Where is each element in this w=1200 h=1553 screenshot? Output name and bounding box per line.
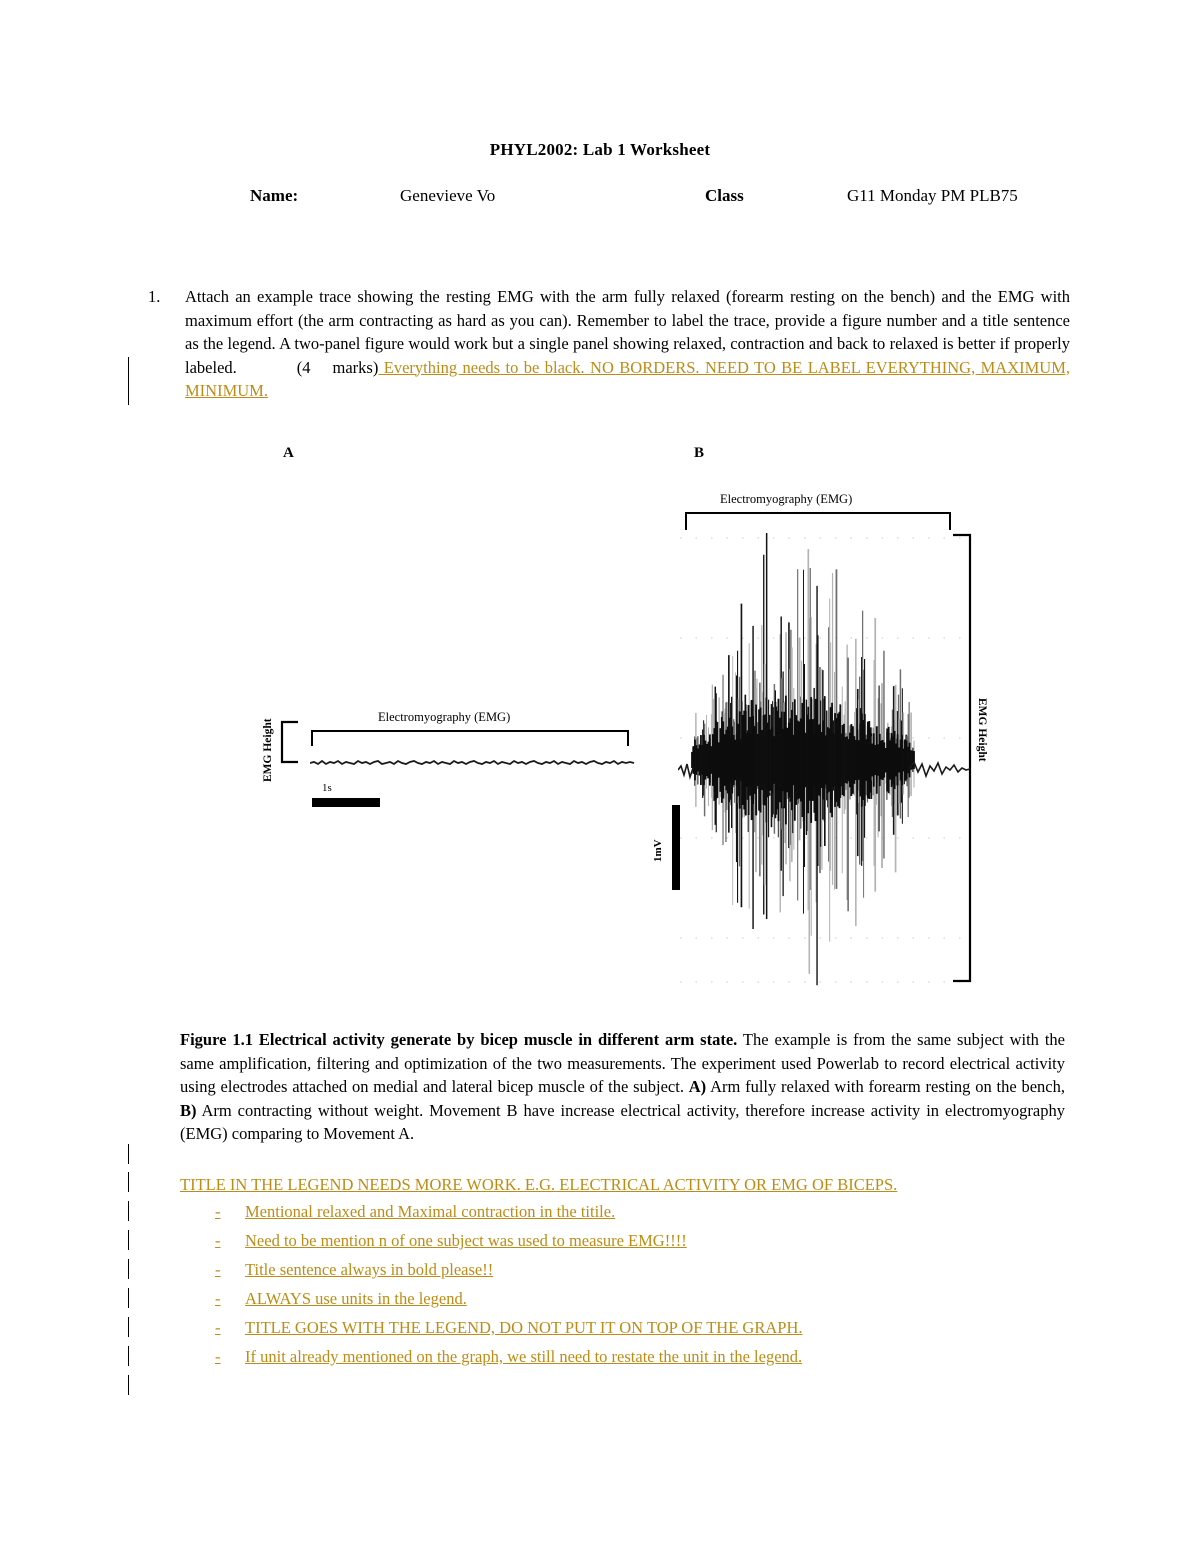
marks-label: marks) <box>332 357 379 377</box>
panel-b-letter: B <box>694 445 705 461</box>
question-prompt: Attach an example trace showing the resting EMG with the arm fully relaxed (forearm resting on the bench) and the EMG with maximum effort (the arm contracting as hard as you can). Remember to label the trace, provide a figure number and a title sentence as the legend. A two-panel figure would work but a single panel showing relaxed, contraction and back to relaxed is better if properly labeled. <box>185 287 1070 377</box>
marks-value: (4 <box>296 357 311 377</box>
feedback-item-text: ALWAYS use units in the legend. <box>245 1289 467 1308</box>
feedback-item-text: Mentional relaxed and Maximal contraction in the titile. <box>245 1202 616 1221</box>
change-bar <box>128 1144 129 1164</box>
inline-teacher-comment: Everything needs to be black. NO BORDERS. NEED TO BE LABEL EVERYTHING, MAXIMUM, MINIMUM. <box>185 357 1070 400</box>
panel-a-scale-bar <box>312 798 380 807</box>
feedback-heading <box>180 1173 1070 1196</box>
list-item <box>180 1229 1070 1258</box>
panel-b-y-axis-label: EMG Height <box>976 698 988 762</box>
list-item <box>180 1258 1070 1287</box>
figure-caption <box>180 1028 1065 1146</box>
panel-b-bracket-label: Electromyography (EMG) <box>720 492 853 506</box>
panel-a-scale-label: 1s <box>322 782 332 794</box>
change-bar <box>128 1201 129 1221</box>
change-bar <box>128 357 129 405</box>
caption-label-b: B) <box>180 1100 197 1120</box>
list-item <box>180 1345 1070 1374</box>
panel-a-bracket-label: Electromyography (EMG) <box>378 710 511 724</box>
feedback-item-text: Title sentence always in bold please!! <box>245 1260 494 1279</box>
page-title: PHYL2002: Lab 1 Worksheet <box>489 140 711 159</box>
caption-label-a: A) <box>688 1077 707 1096</box>
change-bar <box>128 1288 129 1308</box>
panel-a-y-axis-label: EMG Height <box>262 718 274 782</box>
question-1-block <box>148 285 1070 403</box>
bullet-marker: - <box>215 1318 221 1337</box>
caption-body-1: The example is from the same subject with the same amplification, filtering and optimization of the two measurements. The experiment used Powerlab to record electrical activity using electrodes attached on medial and lateral bicep muscle of the subject. <box>180 1030 1065 1096</box>
change-bar <box>128 1317 129 1337</box>
change-bar <box>128 1346 129 1366</box>
bullet-marker: - <box>215 1289 221 1308</box>
bullet-marker: - <box>215 1260 221 1279</box>
caption-body-2: Arm fully relaxed with forearm resting on the bench, <box>706 1077 1065 1096</box>
bullet-marker: - <box>215 1347 221 1366</box>
feedback-item-text: TITLE GOES WITH THE LEGEND, DO NOT PUT IT ON TOP OF THE GRAPH. <box>245 1318 803 1337</box>
bullet-marker: - <box>215 1202 221 1221</box>
panel-a-height-bracket-icon <box>278 720 302 766</box>
list-item <box>180 1287 1070 1316</box>
figure-1-1 <box>150 430 1070 1010</box>
panel-b-emg-trace <box>678 530 973 990</box>
class-label: Class <box>705 186 744 205</box>
name-value: Genevieve Vo <box>400 186 496 205</box>
caption-bold-title: Figure 1.1 Electrical activity generate by bicep muscle in different arm state. <box>180 1030 738 1049</box>
bullet-marker: - <box>215 1231 221 1250</box>
change-bar <box>128 1375 129 1395</box>
class-value: G11 Monday PM PLB75 <box>847 186 1018 205</box>
question-number: 1. <box>148 287 161 306</box>
question-text <box>185 285 1070 403</box>
name-label: Name: <box>250 186 299 205</box>
feedback-heading-text: TITLE IN THE LEGEND NEEDS MORE WORK. E.G. ELECTRICAL ACTIVITY OR EMG OF BICEPS. <box>180 1175 898 1194</box>
panel-a-span-bracket-icon <box>310 728 630 748</box>
list-item <box>180 1200 1070 1229</box>
caption-body-3: Arm contracting without weight. Movement B have increase electrical activity, therefore increase activity in electromyography (EMG) comparing to Movement A. <box>180 1100 1065 1143</box>
feedback-list <box>180 1200 1070 1374</box>
panel-a-emg-trace <box>310 748 635 776</box>
list-item <box>180 1316 1070 1345</box>
change-bar <box>128 1172 129 1192</box>
change-bar <box>128 1230 129 1250</box>
panel-b-scale-label: 1mV <box>652 839 664 862</box>
panel-b-span-bracket-icon <box>684 510 952 532</box>
feedback-item-text: If unit already mentioned on the graph, we still need to restate the unit in the legend. <box>245 1347 803 1366</box>
change-bar <box>128 1259 129 1279</box>
feedback-item-text: Need to be mention n of one subject was used to measure EMG!!!! <box>245 1231 687 1250</box>
panel-a-letter: A <box>283 445 294 461</box>
